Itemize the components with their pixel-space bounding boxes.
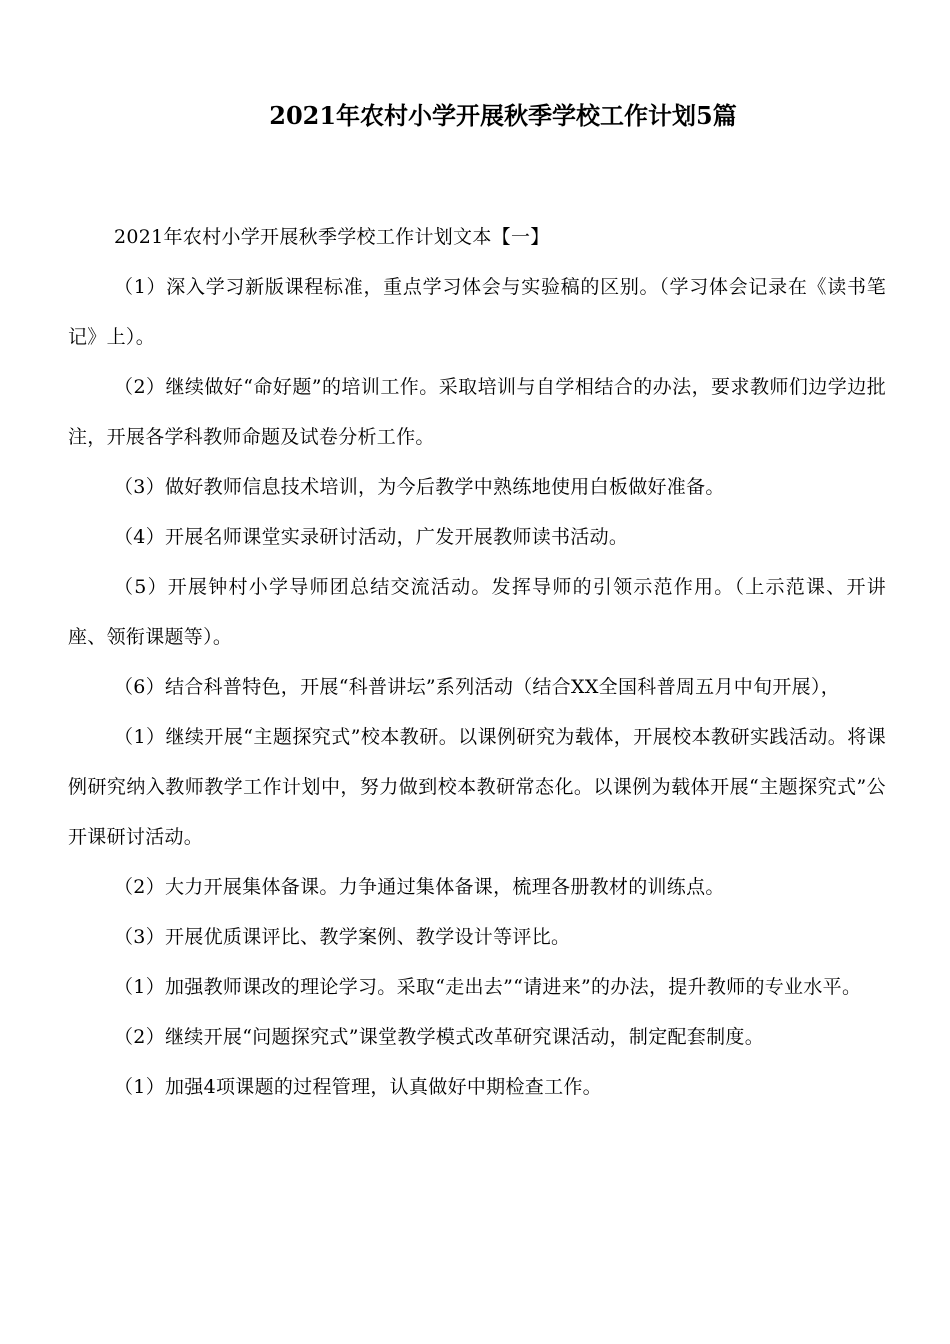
paragraph: （5）开展钟村小学导师团总结交流活动。发挥导师的引领示范作用。（上示范课、开讲座、领衔课题等）。 bbox=[68, 576, 886, 648]
paragraph: （2）继续做好“命好题”的培训工作。采取培训与自学相结合的办法，要求教师们边学边批注，开展各学科教师命题及试卷分析工作。 bbox=[68, 376, 886, 448]
paragraph: （2）继续开展“问题探究式”课堂教学模式改革研究课活动，制定配套制度。 bbox=[114, 1026, 765, 1048]
paragraph: （3）做好教师信息技术培训，为今后教学中熟练地使用白板做好准备。 bbox=[114, 476, 725, 498]
paragraph: （1）加强4项课题的过程管理，认真做好中期检查工作。 bbox=[114, 1076, 602, 1098]
paragraph: （1）继续开展“主题探究式”校本教研。以课例研究为载体，开展校本教研实践活动。将课例研究纳入教师教学工作计划中，努力做到校本教研常态化。以课例为载体开展“主题探究式”公开课研讨活动。 bbox=[68, 726, 886, 848]
paragraph: （6）结合科普特色，开展“科普讲坛”系列活动（结合XX全国科普周五月中旬开展）， bbox=[114, 676, 841, 698]
paragraph: （1）加强教师课改的理论学习。采取“走出去”“请进来”的办法，提升教师的专业水平。 bbox=[114, 976, 862, 998]
document-title: 2021年农村小学开展秋季学校工作计划5篇 bbox=[269, 101, 737, 130]
document-body bbox=[68, 212, 886, 1112]
section-heading: 2021年农村小学开展秋季学校工作计划文本【一】 bbox=[114, 226, 550, 248]
paragraph: （2）大力开展集体备课。力争通过集体备课，梳理各册教材的训练点。 bbox=[114, 876, 725, 898]
paragraph: （1）深入学习新版课程标准，重点学习体会与实验稿的区别。（学习体会记录在《读书笔记》上）。 bbox=[68, 276, 886, 348]
paragraph: （3）开展优质课评比、教学案例、教学设计等评比。 bbox=[114, 926, 571, 948]
paragraph: （4）开展名师课堂实录研讨活动，广发开展教师读书活动。 bbox=[114, 526, 629, 548]
